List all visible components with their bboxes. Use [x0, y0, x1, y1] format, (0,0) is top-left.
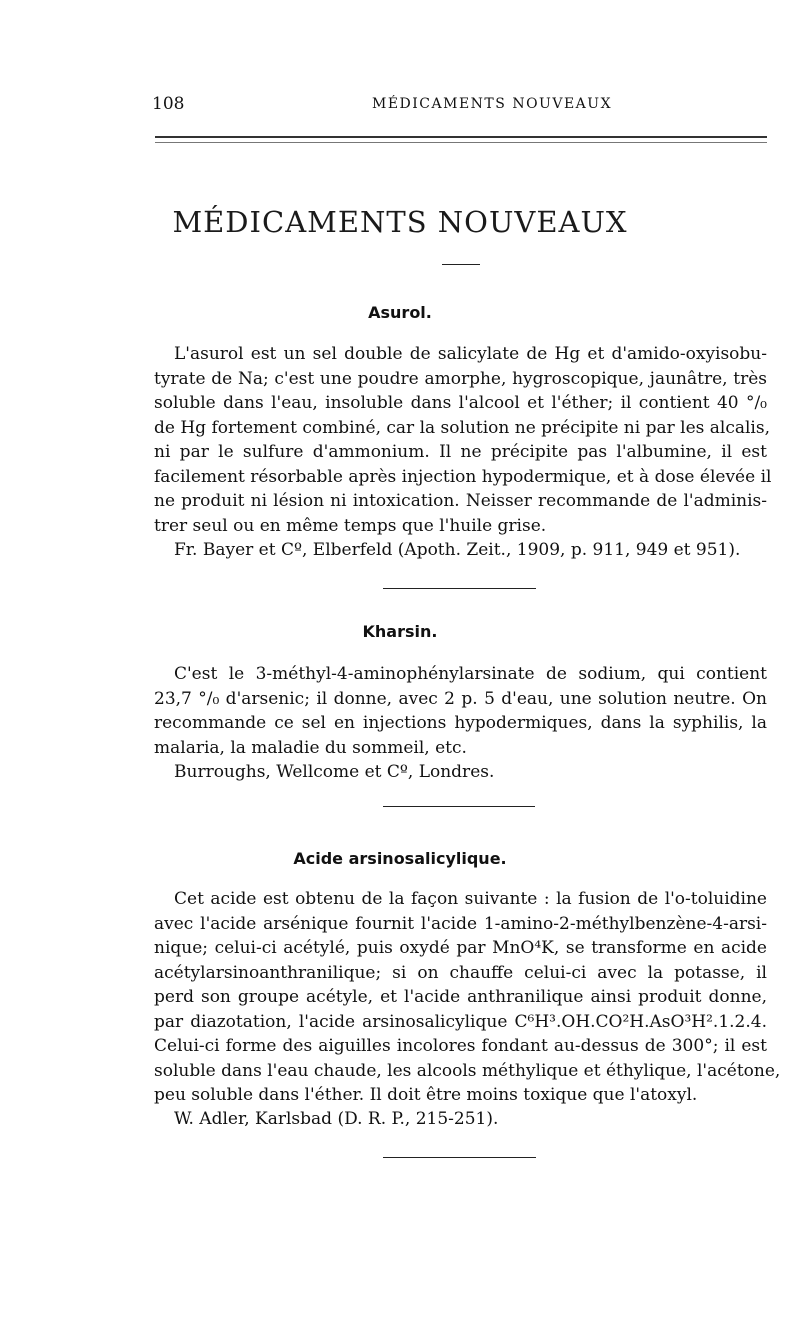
section-divider	[383, 1157, 536, 1158]
running-head: MÉDICAMENTS NOUVEAUX	[372, 96, 613, 112]
reference-asurol: Fr. Bayer et Cº, Elberfeld (Apoth. Zeit., 1909, p. 911, 949 et 951).	[174, 540, 741, 560]
header-rule	[155, 136, 767, 138]
section-body-acide-arsinosalicylique	[154, 887, 781, 1108]
text-line: de Hg fortement combiné, car la solution ne précipite ni par les alcalis,	[154, 417, 770, 438]
page-number: 108	[152, 94, 185, 114]
section-divider	[383, 588, 536, 589]
text-line: malaria, la maladie du sommeil, etc.	[154, 737, 467, 758]
section-heading-asurol: Asurol.	[368, 303, 432, 322]
section-heading-kharsin: Kharsin.	[362, 622, 438, 641]
text-line: ne produit ni lésion ni intoxication. Neisser recommande de l'adminis-	[154, 491, 767, 511]
text-line: trer seul ou en même temps que l'huile grise.	[154, 515, 547, 536]
text-line: acétylarsinoanthranilique; si on chauffe celui-ci avec la potasse, il	[154, 962, 767, 983]
page-title: MÉDICAMENTS NOUVEAUX	[172, 205, 628, 239]
text-line: peu soluble dans l'éther. Il doit être moins toxique que l'atoxyl.	[154, 1085, 698, 1105]
text-line: facilement résorbable après injection hypodermique, et à dose élevée il	[154, 466, 772, 487]
text-line: soluble dans l'eau, insoluble dans l'alcool et l'éther; il contient 40 °/₀	[154, 393, 767, 413]
text-line: par diazotation, l'acide arsinosalicylique C⁶H³.OH.CO²H.AsO³H².1.2.4.	[154, 1011, 767, 1032]
text-line: tyrate de Na; c'est une poudre amorphe, hygroscopique, jaunâtre, très	[154, 368, 767, 389]
reference-kharsin: Burroughs, Wellcome et Cº, Londres.	[174, 762, 495, 782]
page-header	[0, 92, 800, 116]
section-body-kharsin	[154, 662, 767, 760]
text-line: recommande ce sel en injections hypodermiques, dans la syphilis, la	[154, 713, 767, 733]
text-line: Celui-ci forme des aiguilles incolores fondant au-dessus de 300°; il est	[154, 1036, 767, 1056]
text-line: L'asurol est un sel double de salicylate de Hg et d'amido-oxyisobu-	[174, 344, 767, 364]
text-line: soluble dans l'eau chaude, les alcools méthylique et éthylique, l'acétone,	[154, 1060, 781, 1081]
section-heading-acide-arsinosalicylique: Acide arsinosalicylique.	[293, 849, 507, 868]
title-divider	[442, 264, 480, 265]
text-line: 23,7 °/₀ d'arsenic; il donne, avec 2 p. 5 d'eau, une solution neutre. On	[154, 688, 767, 709]
text-line: Cet acide est obtenu de la façon suivante : la fusion de l'o-toluidine	[174, 889, 767, 909]
section-body-asurol	[154, 342, 772, 538]
reference-acide-arsinosalicylique: W. Adler, Karlsbad (D. R. P., 215-251).	[174, 1109, 499, 1129]
text-line: nique; celui-ci acétylé, puis oxydé par MnO⁴K, se transforme en acide	[154, 938, 767, 958]
header-rule	[155, 142, 767, 143]
text-line: C'est le 3-méthyl-4-aminophénylarsinate de sodium, qui contient	[174, 664, 767, 684]
text-line: perd son groupe acétyle, et l'acide anthranilique ainsi produit donne,	[154, 987, 767, 1007]
text-line: avec l'acide arsénique fournit l'acide 1-amino-2-méthylbenzène-4-arsi-	[154, 913, 767, 934]
section-divider	[383, 806, 535, 807]
text-line: ni par le sulfure d'ammonium. Il ne précipite pas l'albumine, il est	[154, 442, 767, 462]
